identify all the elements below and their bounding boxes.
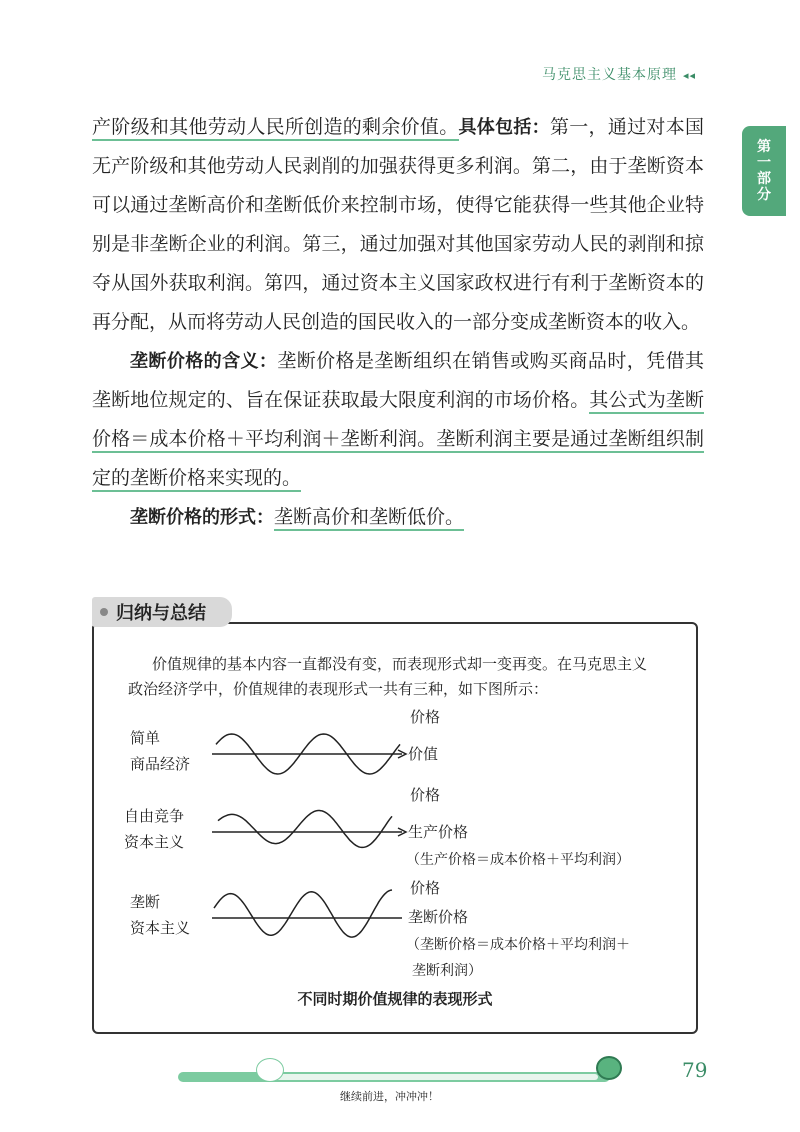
right-bubble-icon xyxy=(596,1056,622,1080)
price-label: 价格 xyxy=(410,879,441,897)
section-tab-char: 一 xyxy=(757,155,771,171)
highlighted-text: 其公式为垄断价格＝成本价格＋平均利润＋垄断利润。垄断利润主要是通过垄断组织制定的垄断价格来实现的。 xyxy=(92,389,704,492)
page-number: 79 xyxy=(682,1058,708,1082)
bold-term: 垄断价格的含义： xyxy=(130,351,278,372)
section-tab-char: 部 xyxy=(757,171,771,187)
summary-tag-label: 归纳与总结 xyxy=(116,603,206,624)
paragraph-profit-sources xyxy=(92,108,704,342)
formula-note: （垄断价格＝成本价格＋平均利润＋ xyxy=(406,937,630,953)
body-text xyxy=(92,108,704,537)
header-marker-icon: ◂◂ xyxy=(682,69,696,82)
formula-note: （生产价格＝成本价格＋平均利润） xyxy=(406,852,630,868)
value-law-diagram xyxy=(94,624,696,1032)
axis-label: 生产价格 xyxy=(408,823,469,841)
stage-label: 商品经济 xyxy=(130,755,191,773)
stage-label: 垄断 xyxy=(130,893,161,911)
highlighted-text: 产阶级和其他劳动人民所创造的剩余价值。 xyxy=(92,116,459,141)
summary-tag xyxy=(92,597,232,627)
price-label: 价格 xyxy=(410,708,441,726)
left-bubble-icon xyxy=(256,1058,284,1082)
paragraph-text: 第一，通过对本国无产阶级和其他劳动人民剥削的加强获得更多利润。第二，由于垄断资本可以通过垄断高价和垄断低价来控制市场，使得它能获得一些其他企业特别是非垄断企业的利润。第三，通过加强对其他国家劳动人民的剥削和掠夺从国外获取利润。第四，通过资本主义国家政权进行有利于垄断资本的再分配，从而将劳动人民创造的国民收入的一部分变成垄断资本的收入。 xyxy=(92,116,704,333)
paragraph-text: 垄断价格是垄断组织在销售或购买商品时，凭借其垄断地位规定的、旨在保证获取最大限度利润的市场价格。 xyxy=(92,350,704,411)
stage-label: 资本主义 xyxy=(124,833,185,851)
running-header xyxy=(542,64,696,84)
highlighted-text: 垄断高价和垄断低价。 xyxy=(274,506,464,531)
stage-label: 资本主义 xyxy=(130,919,191,937)
section-tab-char: 第 xyxy=(757,139,771,155)
section-tab-char: 分 xyxy=(757,187,771,203)
bold-term: 具体包括： xyxy=(458,117,550,138)
formula-note: 垄断利润） xyxy=(412,963,482,979)
stage-label: 简单 xyxy=(130,729,161,747)
summary-intro-text: 价值规律的基本内容一直都没有变，而表现形式却一变再变。在马克思主义政治经济学中，价值规律的表现形式一共有三种，如下图所示： xyxy=(128,655,648,698)
paragraph-monopoly-price-forms xyxy=(92,498,704,537)
header-title: 马克思主义基本原理 xyxy=(541,67,677,83)
summary-box xyxy=(92,622,698,1034)
axis-label: 价值 xyxy=(408,745,439,763)
section-tab xyxy=(742,126,786,216)
price-wave xyxy=(214,890,392,937)
bold-term: 垄断价格的形式： xyxy=(130,507,274,528)
footer-progress-bar xyxy=(178,1072,610,1082)
footer-slogan: 继续前进，冲冲冲！ xyxy=(340,1090,439,1103)
paragraph-monopoly-price-meaning xyxy=(92,342,704,498)
axis-label: 垄断价格 xyxy=(408,908,469,926)
tag-dot-icon xyxy=(100,608,108,616)
price-label: 价格 xyxy=(410,786,441,804)
price-wave xyxy=(218,811,392,848)
diagram-caption: 不同时期价值规律的表现形式 xyxy=(297,990,493,1008)
stage-label: 自由竞争 xyxy=(124,807,185,825)
